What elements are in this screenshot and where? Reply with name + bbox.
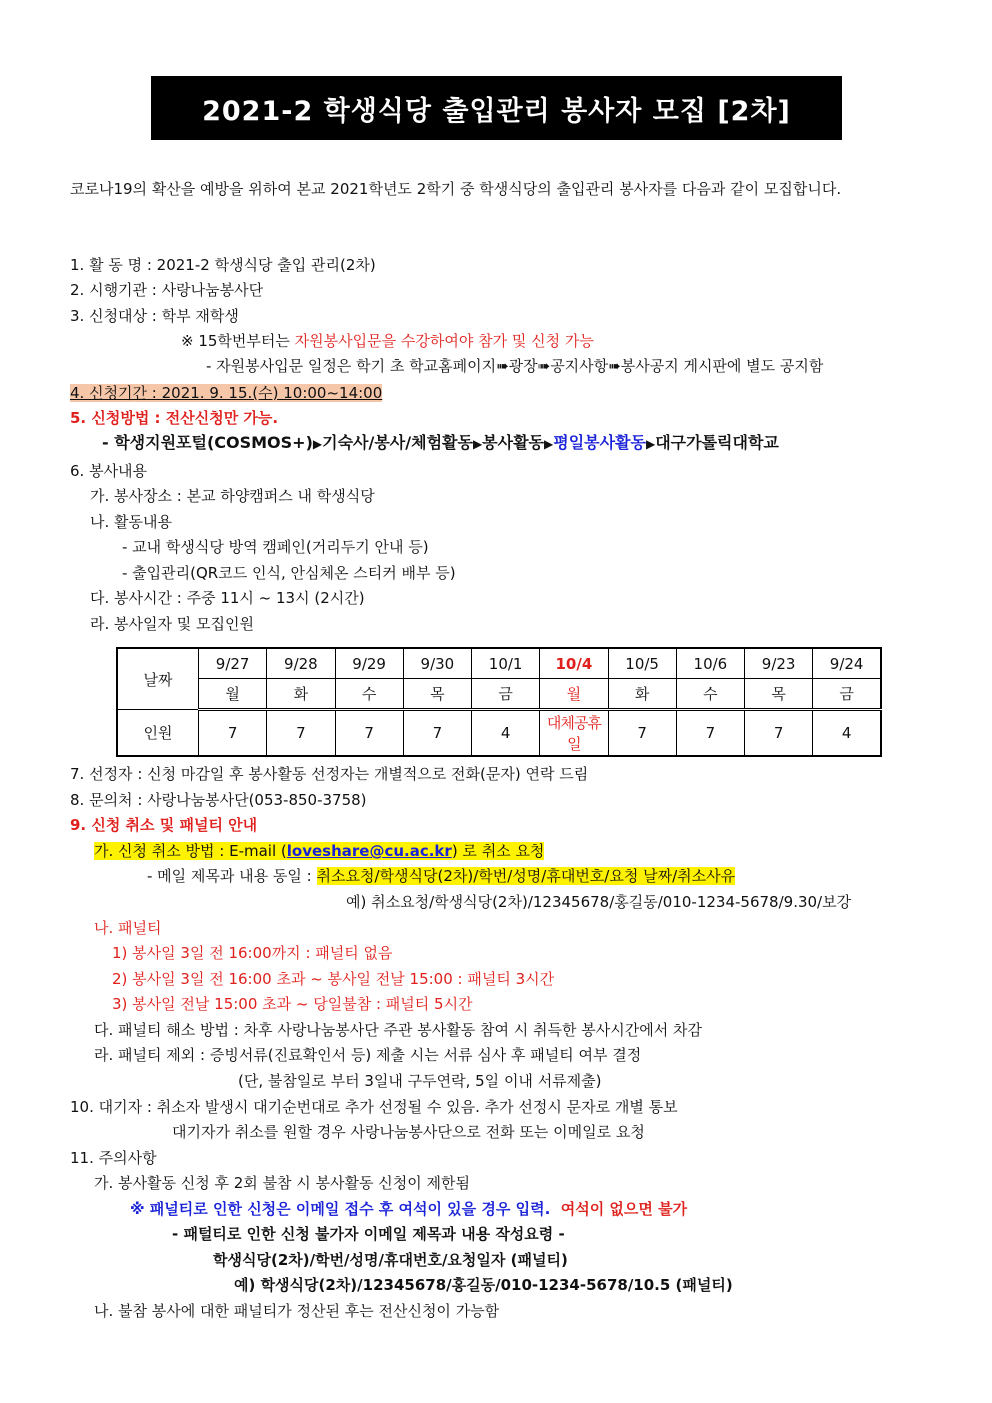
schedule-date: 9/24 <box>813 648 881 679</box>
schedule-count-row <box>117 710 881 757</box>
schedule-day: 수 <box>335 679 403 710</box>
schedule-date: 9/30 <box>403 648 471 679</box>
item-waitlist-note: 대기자가 취소를 원할 경우 사랑나눔봉사단으로 전화 또는 이메일로 요청 <box>172 1123 645 1141</box>
schedule-date: 10/5 <box>608 648 676 679</box>
schedule-day: 목 <box>403 679 471 710</box>
schedule-day: 금 <box>472 679 540 710</box>
item-selection: 7. 선정자 : 신청 마감일 후 봉사활동 선정자는 개별적으로 전화(문자) 연락 드림 <box>70 765 589 783</box>
schedule-date: 10/6 <box>676 648 744 679</box>
schedule-count-holiday: 대체공휴일 <box>540 710 608 757</box>
page-title: 2021-2 학생식당 출입관리 봉사자 모집 [2차] <box>151 76 842 140</box>
item-content-place: 가. 봉사장소 : 본교 하양캠퍼스 내 학생식당 <box>90 487 375 505</box>
item-penalty-2: 2) 봉사일 3일 전 16:00 초과 ~ 봉사일 전날 15:00 : 패널티 3시간 <box>112 970 555 988</box>
triangle-right-icon: ▶ <box>544 437 554 451</box>
schedule-day: 목 <box>745 679 813 710</box>
item-target-note <box>181 330 594 352</box>
schedule-table <box>116 647 882 757</box>
item-content: 6. 봉사내용 <box>70 462 148 480</box>
cancel-method-label: 가. 신청 취소 방법 : E-mail ( <box>94 842 287 860</box>
schedule-count: 7 <box>199 710 267 757</box>
guide-format: 학생식당(2차)/학번/성명/휴대번호/요청일자 (패널티) <box>213 1251 568 1269</box>
item-target-subnote: - 자원봉사입문 일정은 학기 초 학교홈페이지➠광장➠공지사항➠봉사공지 게시판에 별도 공지함 <box>206 357 824 375</box>
item-penalty-3: 3) 봉사일 전날 15:00 초과 ~ 당일불참 : 패널티 5시간 <box>112 995 473 1013</box>
item-content-activity-1: - 교내 학생식당 방역 캠페인(거리두기 안내 등) <box>122 538 429 556</box>
item-organizer: 2. 시행기관 : 사랑나눔봉사단 <box>70 281 264 299</box>
item-method-path <box>102 432 779 455</box>
schedule-count: 7 <box>608 710 676 757</box>
schedule-count: 7 <box>745 710 813 757</box>
mail-format-value: 취소요청/학생식당(2차)/학번/성명/휴대번호/요청 날짜/취소사유 <box>316 867 736 885</box>
caution-note-blue: ※ 패널티로 인한 신청은 이메일 접수 후 여석이 있을 경우 입력. <box>130 1200 551 1218</box>
triangle-right-icon: ▶ <box>312 437 323 451</box>
path-dorm: 기숙사/봉사/체험활동 <box>322 433 473 452</box>
cancel-method-suffix: ) 로 취소 요청 <box>451 842 545 860</box>
item-cancel-mail-format <box>147 865 735 887</box>
path-weekday: 평일봉사활동 <box>553 433 646 452</box>
item-period-wrap <box>70 382 382 404</box>
item-content-schedule: 라. 봉사일자 및 모집인원 <box>90 615 254 633</box>
guide-example: 예) 학생식당(2차)/12345678/홍길동/010-1234-5678/10.5 (패널티) <box>234 1276 733 1294</box>
item-cancel-example: 예) 취소요청/학생식당(2차)/12345678/홍길동/010-1234-5678/9.30/보강 <box>346 893 852 911</box>
schedule-count: 4 <box>813 710 881 757</box>
schedule-count: 7 <box>335 710 403 757</box>
item-target: 3. 신청대상 : 학부 재학생 <box>70 307 239 325</box>
schedule-date: 10/1 <box>472 648 540 679</box>
schedule-day: 금 <box>813 679 881 710</box>
schedule-count: 7 <box>267 710 335 757</box>
schedule-count: 7 <box>403 710 471 757</box>
item-activity-name: 1. 활 동 명 : 2021-2 학생식당 출입 관리(2차) <box>70 256 376 274</box>
item-caution: 11. 주의사항 <box>70 1149 157 1167</box>
schedule-date: 9/28 <box>267 648 335 679</box>
triangle-right-icon: ▶ <box>645 437 656 451</box>
schedule-day: 화 <box>267 679 335 710</box>
path-university: 대구가톨릭대학교 <box>655 433 779 452</box>
schedule-date: 9/23 <box>745 648 813 679</box>
item-contact: 8. 문의처 : 사랑나눔봉사단(053-850-3758) <box>70 791 367 809</box>
item-penalty-resolve: 다. 패널티 해소 방법 : 차후 사랑나눔봉사단 주관 봉사활동 참여 시 취득한 봉사시간에서 차감 <box>94 1021 702 1039</box>
schedule-count: 4 <box>472 710 540 757</box>
schedule-count-label: 인원 <box>117 710 199 757</box>
item-penalty-exclude: 라. 패널티 제외 : 증빙서류(진료확인서 등) 제출 시는 서류 심사 후 패널티 여부 결정 <box>94 1046 642 1064</box>
schedule-date-row <box>117 648 881 679</box>
item-period: 4. 신청기간 : 2021. 9. 15.(수) 10:00~14:00 <box>70 384 383 402</box>
item-method: 5. 신청방법 : 전산신청만 가능. <box>70 409 279 427</box>
schedule-date-label: 날짜 <box>117 648 199 710</box>
triangle-right-icon: ▶ <box>472 437 483 451</box>
item-content-time: 다. 봉사시간 : 주중 11시 ~ 13시 (2시간) <box>90 589 365 607</box>
item-penalty-1: 1) 봉사일 3일 전 16:00까지 : 패널티 없음 <box>112 944 393 962</box>
mail-format-label: - 메일 제목과 내용 동일 : <box>147 867 317 885</box>
intro-paragraph: 코로나19의 확산을 예방을 위하여 본교 2021학년도 2학기 중 학생식당의 출입관리 봉사자를 다음과 같이 모집합니다. <box>70 180 842 198</box>
target-note-prefix: ※ 15학번부터는 <box>181 332 295 350</box>
item-caution-b: 나. 불참 봉사에 대한 패널티가 정산된 후는 전산신청이 가능함 <box>94 1302 500 1320</box>
schedule-day-row <box>117 679 881 710</box>
caution-note-red: 여석이 없으면 불가 <box>560 1200 688 1218</box>
item-penalty-exclude-note: (단, 불참일로 부터 3일내 구두연락, 5일 이내 서류제출) <box>238 1072 602 1090</box>
item-penalty: 나. 패널티 <box>94 919 162 937</box>
schedule-day: 화 <box>608 679 676 710</box>
schedule-date-holiday: 10/4 <box>540 648 608 679</box>
path-portal: - 학생지원포털(COSMOS+) <box>102 433 313 452</box>
item-content-activity: 나. 활동내용 <box>90 513 172 531</box>
schedule-day-holiday: 월 <box>540 679 608 710</box>
item-cancel-penalty: 9. 신청 취소 및 패널티 안내 <box>70 816 258 834</box>
email-link[interactable]: loveshare@cu.ac.kr <box>286 842 452 860</box>
schedule-day: 월 <box>199 679 267 710</box>
item-content-activity-2: - 출입관리(QR코드 인식, 안심체온 스티커 배부 등) <box>122 564 456 582</box>
item-caution-a: 가. 봉사활동 신청 후 2회 불참 시 봉사활동 신청이 제한됨 <box>94 1174 471 1192</box>
item-caution-note <box>130 1198 687 1220</box>
target-note-requirement: 자원봉사입문을 수강하여야 참가 및 신청 가능 <box>294 332 594 350</box>
schedule-date: 9/27 <box>199 648 267 679</box>
schedule-day: 수 <box>676 679 744 710</box>
guide-title: - 패털티로 인한 신청 불가자 이메일 제목과 내용 작성요령 - <box>172 1225 565 1243</box>
schedule-date: 9/29 <box>335 648 403 679</box>
path-volunteer: 봉사활동 <box>482 433 544 452</box>
item-waitlist: 10. 대기자 : 취소자 발생시 대기순번대로 추가 선정될 수 있음. 추가 선정시 문자로 개별 통보 <box>70 1098 678 1116</box>
schedule-count: 7 <box>676 710 744 757</box>
item-cancel-method <box>94 840 544 862</box>
